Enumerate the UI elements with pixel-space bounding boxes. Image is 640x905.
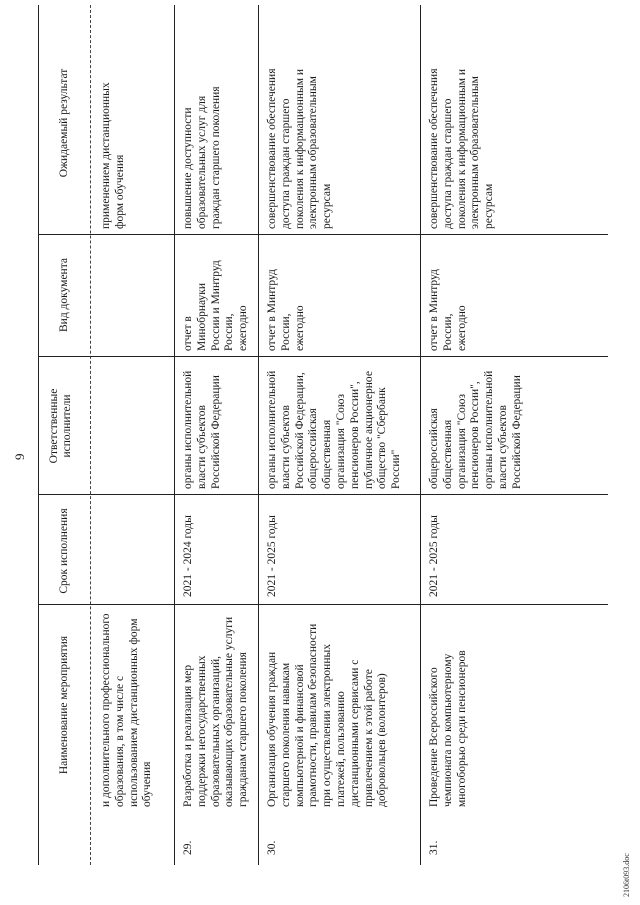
- cell-term: [266, 497, 280, 597]
- cell-line: ежегодно: [293, 305, 306, 351]
- cell-line: старшего поколения навыкам: [279, 662, 292, 807]
- cell-line: Российской Федерации: [510, 375, 523, 489]
- cell-line: Российской Федерации,: [293, 372, 306, 489]
- cell-line: граждан старшего поколения: [209, 86, 222, 229]
- cell-doc: [266, 237, 307, 351]
- footer-filename: 2106t093.doc: [622, 853, 631, 897]
- cell-line: дистанционными сервисами с: [348, 659, 361, 807]
- cell-line: власти субъектов: [279, 405, 292, 489]
- cell-line: ежегодно: [455, 305, 468, 351]
- cell-line: пенсионеров России",: [469, 381, 482, 489]
- cell-line: и дополнительного профессионального: [100, 613, 112, 807]
- cell-executors: [428, 357, 525, 489]
- cell-line: при осуществлении электронных: [321, 644, 334, 807]
- cell-line: органы исполнительной: [182, 370, 194, 489]
- cell-line: 2021 - 2025 годы: [428, 515, 440, 597]
- cell-line: России и Минтруд: [209, 260, 222, 351]
- cell-line: Проведение Всероссийского: [428, 667, 440, 807]
- cell-line: применением дистанционных: [100, 82, 112, 229]
- header-result: Ожидаемый результат: [58, 68, 70, 178]
- cell-line: общественная: [441, 419, 454, 489]
- row-number: 30.: [266, 840, 278, 855]
- cell-result: [182, 9, 223, 229]
- cell-doc: [428, 237, 469, 351]
- cell-name: [428, 607, 469, 807]
- cell-line: компьютерной и финансовой: [293, 664, 306, 807]
- cell-line: поколения к информационным и: [293, 68, 306, 229]
- cell-line: России": [390, 449, 403, 489]
- cell-executors: [266, 357, 404, 489]
- cell-line: Минобрнауки: [195, 282, 208, 351]
- cell-executors: [182, 357, 223, 489]
- row-number: 31.: [428, 840, 440, 855]
- row-divider: [174, 5, 175, 865]
- cell-line: поколения к информационным и: [455, 68, 468, 229]
- cell-line: России,: [279, 313, 292, 351]
- cell-line: платежей, пользованию: [334, 691, 347, 807]
- page-number: 9: [12, 453, 27, 460]
- cell-line: отчет в: [182, 316, 194, 351]
- cell-line: общественная: [321, 419, 334, 489]
- cell-name: [100, 607, 155, 807]
- cell-line: многоборью среди пенсионеров: [455, 650, 468, 807]
- cell-line: ресурсам: [321, 183, 334, 229]
- cell-name: [182, 607, 251, 807]
- header-bottom-border: [90, 5, 91, 865]
- cell-line: власти субъектов: [195, 405, 208, 489]
- cell-line: доступа граждан старшего: [441, 98, 454, 229]
- cell-line: повышение доступности: [182, 107, 194, 229]
- cell-line: организация "Союз: [334, 394, 347, 489]
- cell-line: 2021 - 2025 годы: [266, 515, 278, 597]
- cell-line: общество "Сбербанк: [376, 387, 389, 489]
- header-term: Срок исполнения: [58, 508, 70, 594]
- column-divider: [38, 604, 608, 605]
- cell-line: пенсионеров России",: [348, 381, 361, 489]
- cell-line: грамотности, правилам безопасности: [307, 623, 320, 807]
- cell-line: общероссийская: [307, 408, 320, 489]
- cell-line: власти субъектов: [496, 405, 509, 489]
- cell-line: образовательных организаций,: [209, 656, 222, 807]
- cell-line: России,: [223, 313, 236, 351]
- cell-line: организация "Союз: [455, 394, 468, 489]
- cell-line: оказывающих образовательные услуги: [223, 616, 236, 807]
- cell-line: России,: [441, 313, 454, 351]
- cell-line: Российской Федерации: [209, 375, 222, 489]
- cell-line: использованием дистанционных форм: [127, 618, 140, 807]
- cell-line: доступа граждан старшего: [279, 98, 292, 229]
- column-divider: [38, 494, 608, 495]
- cell-line: 2021 - 2024 годы: [182, 515, 194, 597]
- row-divider: [258, 5, 259, 865]
- cell-line: совершенствование обеспечения: [266, 68, 278, 229]
- cell-line: электронным образовательным: [469, 76, 482, 229]
- header-executors: Ответственные исполнители: [48, 388, 74, 464]
- header-doc: Вид документа: [58, 258, 70, 332]
- cell-line: ресурсам: [483, 183, 496, 229]
- cell-line: форм обучения: [113, 154, 126, 229]
- cell-line: электронным образовательным: [307, 76, 320, 229]
- row-divider: [420, 5, 421, 865]
- cell-result: [266, 9, 335, 229]
- cell-line: гражданам старшего поколения: [237, 652, 250, 807]
- cell-line: совершенствование обеспечения: [428, 68, 440, 229]
- cell-line: поддержки негосударственных: [195, 655, 208, 807]
- cell-line: органы исполнительной: [266, 370, 278, 489]
- header-name: Наименование мероприятия: [58, 635, 70, 775]
- cell-line: отчет в Минтруд: [428, 269, 440, 351]
- cell-line: Организация обучения граждан: [266, 651, 278, 807]
- cell-line: общероссийская: [428, 408, 440, 489]
- column-divider: [38, 234, 608, 235]
- cell-term: [182, 497, 196, 597]
- cell-line: ежегодно: [237, 305, 250, 351]
- cell-line: образовательных услуг для: [195, 95, 208, 229]
- cell-line: чемпионата по компьютерному: [441, 653, 454, 807]
- cell-doc: [182, 237, 251, 351]
- cell-line: Разработка и реализация мер: [182, 664, 194, 807]
- cell-name: [266, 607, 390, 807]
- cell-line: отчет в Минтруд: [266, 269, 278, 351]
- cell-result: [428, 9, 497, 229]
- cell-line: добровольцев (волонтеров): [376, 673, 389, 807]
- cell-line: публичное акционерное: [362, 371, 375, 489]
- cell-line: образования, в том числе с: [113, 675, 126, 807]
- row-number: 29.: [182, 840, 194, 855]
- table-top-border: [38, 5, 39, 865]
- cell-line: привлечением к этой работе: [362, 669, 375, 807]
- cell-line: органы исполнительной: [483, 370, 496, 489]
- cell-line: обучения: [141, 761, 154, 807]
- cell-result: [100, 9, 128, 229]
- cell-term: [428, 497, 442, 597]
